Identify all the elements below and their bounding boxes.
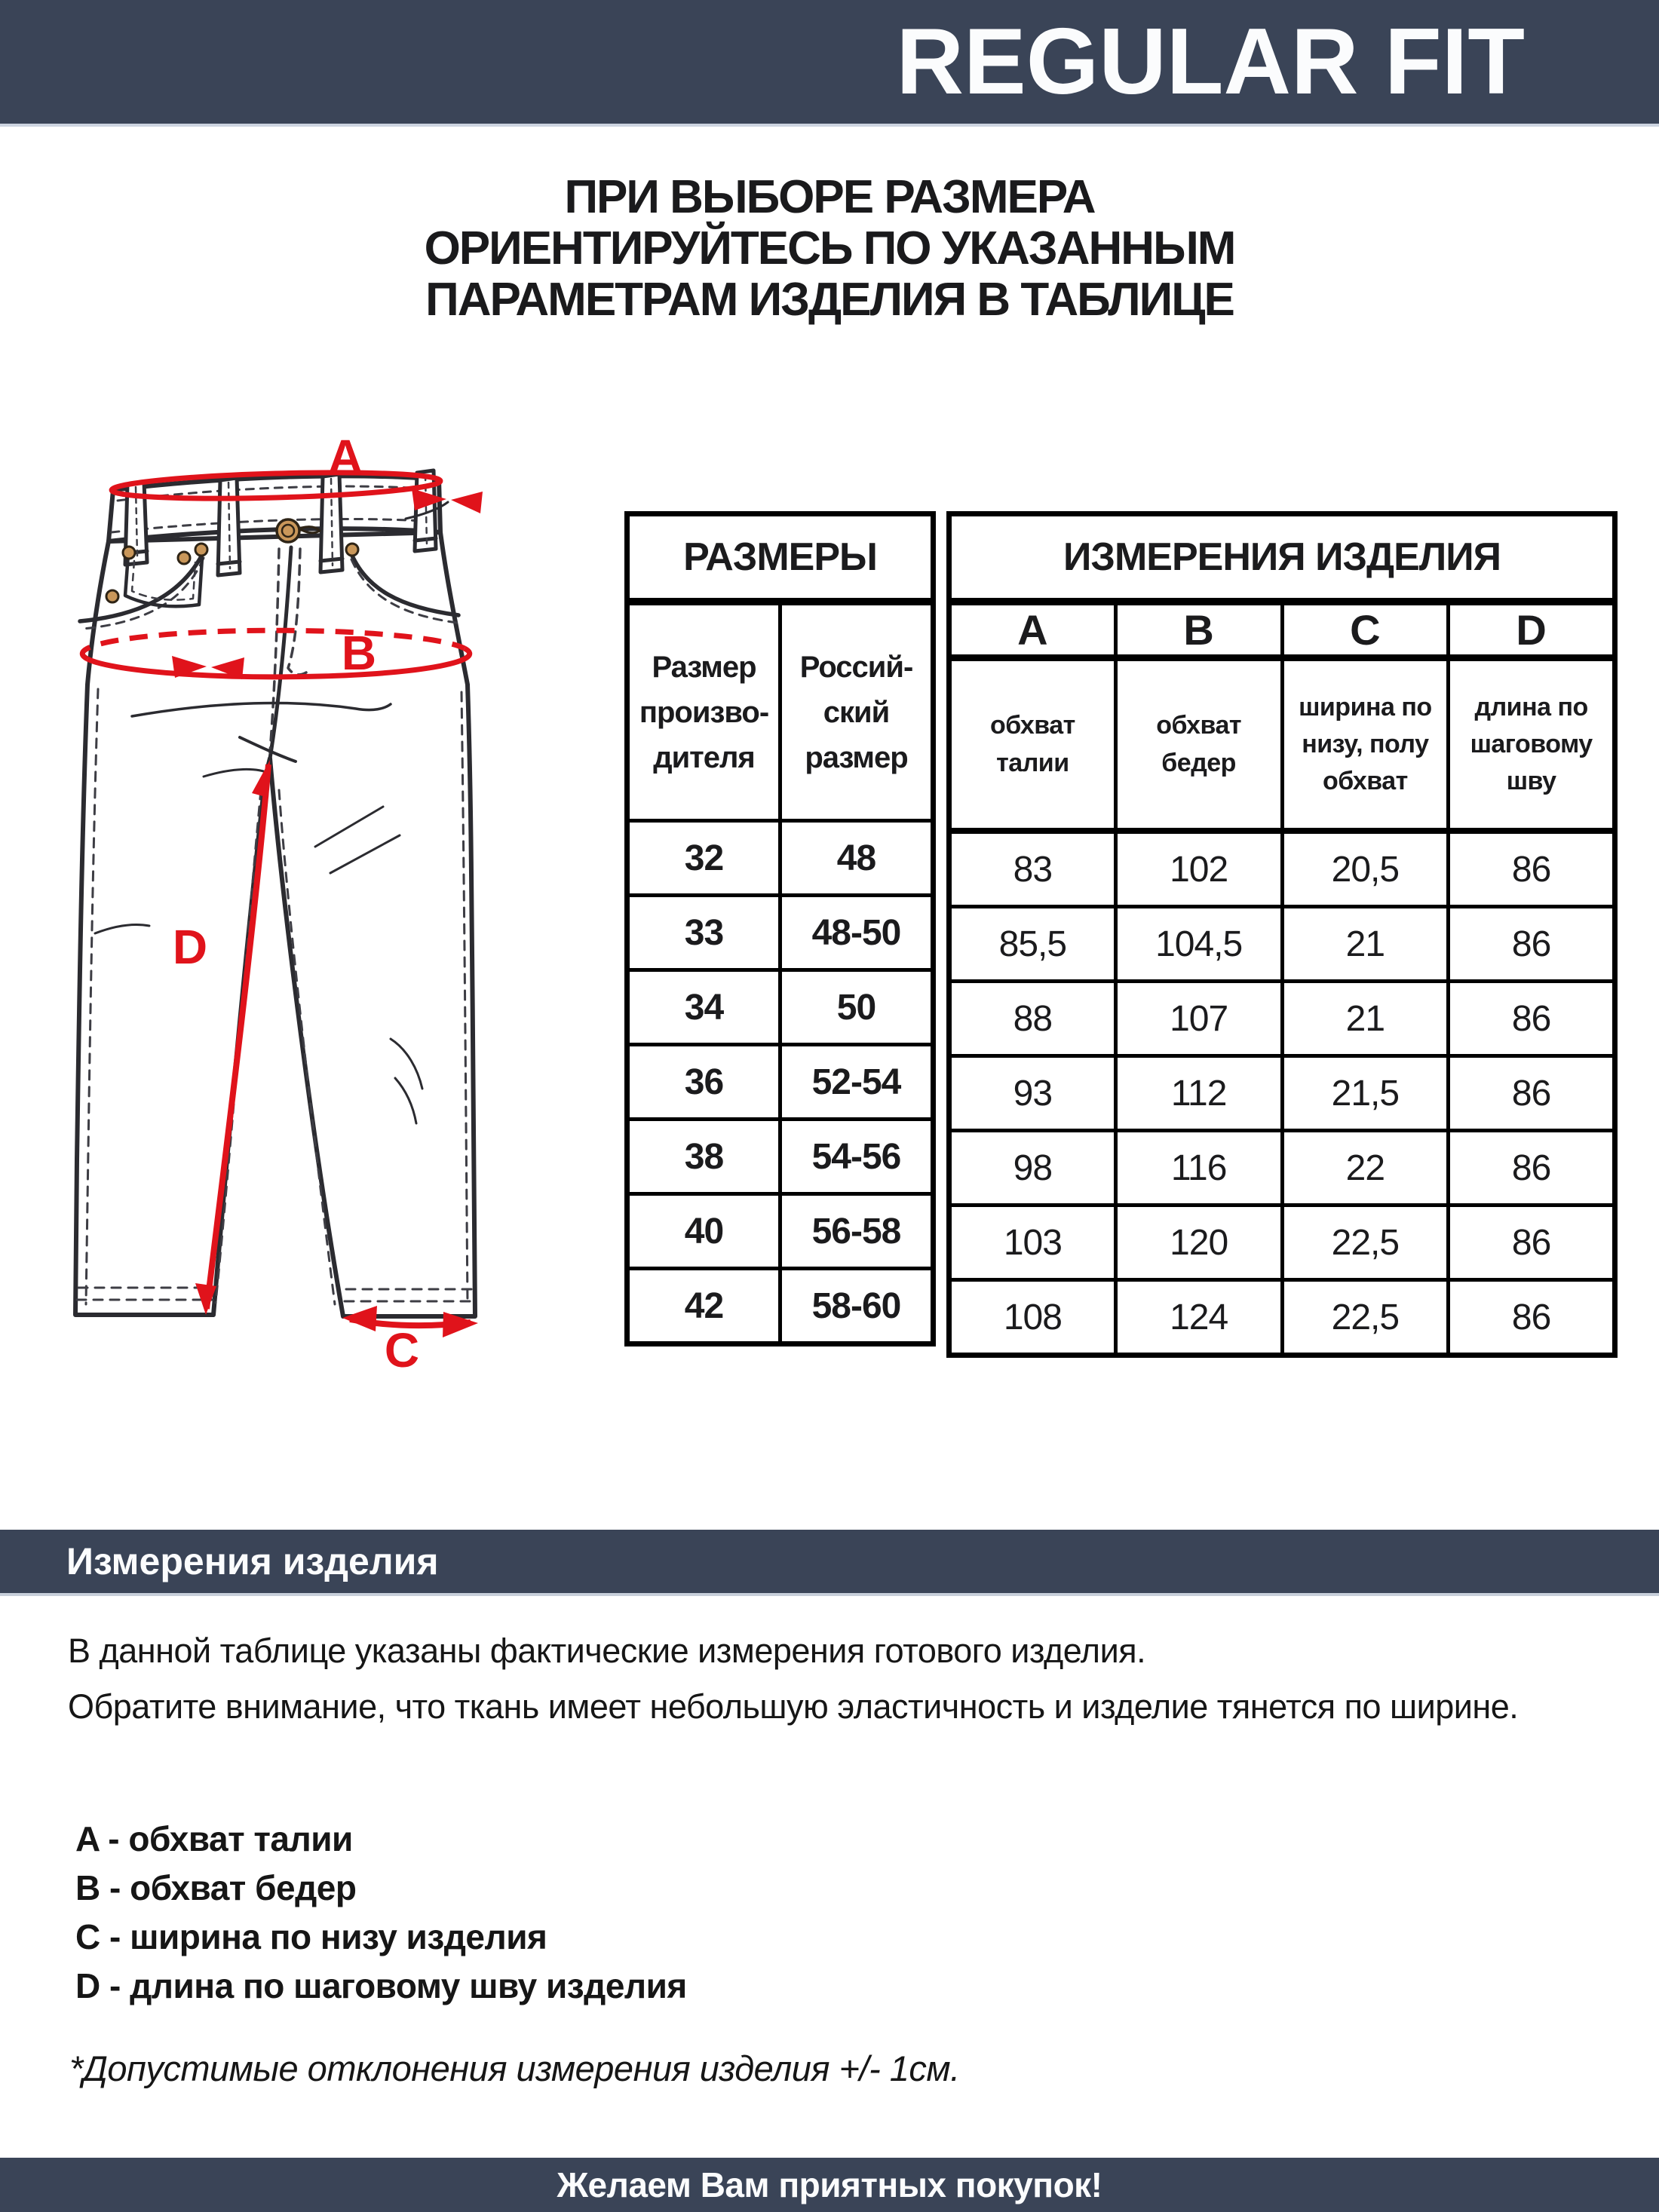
- description-paragraph: В данной таблице указаны фактические измерения готового изделия.: [68, 1631, 1146, 1670]
- label-a-icon: A: [327, 436, 363, 484]
- measure-letter: D: [1449, 602, 1615, 658]
- top-banner: [0, 0, 1659, 127]
- size-table-row: 32 48: [627, 821, 934, 896]
- measure-letter: C: [1282, 602, 1449, 658]
- size-col-header: Размер произво- дителя: [627, 602, 780, 821]
- legend-item: C - ширина по низу изделия: [75, 1916, 547, 1956]
- intro-line: ПРИ ВЫБОРЕ РАЗМЕРА: [564, 171, 1095, 223]
- jeans-button: [277, 519, 299, 542]
- size-table-row: 40 56-58: [627, 1194, 934, 1269]
- measures-body: [949, 831, 1615, 1356]
- measure-col-header: обхват талии: [949, 658, 1116, 832]
- measure-table-row: 108 124 22,5 86: [949, 1280, 1615, 1356]
- size-col-header: Россий- ский размер: [780, 602, 934, 821]
- measure-table-row: 88 107 21 86: [949, 982, 1615, 1056]
- tolerance-note: *Допустимые отклонения измерения изделия +/- 1см.: [69, 2048, 960, 2088]
- legend-item: B - обхват бедер: [75, 1867, 357, 1907]
- measures-table: [946, 511, 1618, 1358]
- measure-table-row: 98 116 22 86: [949, 1131, 1615, 1206]
- measure-letter-row: [949, 602, 1615, 658]
- measurements-section-bar: [0, 1530, 1659, 1596]
- bottom-banner: [0, 2158, 1659, 2212]
- sizes-table-wrap: [624, 511, 936, 1347]
- legend-list: [75, 1814, 687, 2010]
- measurements-description: [68, 1633, 1606, 1725]
- label-c-icon: C: [384, 1323, 420, 1377]
- bottom-banner-message: Желаем Вам приятных покупок!: [557, 2165, 1102, 2204]
- measure-col-header: обхват бедер: [1115, 658, 1282, 832]
- measure-table-row: 103 120 22,5 86: [949, 1206, 1615, 1280]
- measure-col-header: длина по шаговому шву: [1449, 658, 1615, 832]
- measure-table-row: 85,5 104,5 21 86: [949, 907, 1615, 982]
- description-paragraph: Обратите внимание, что ткань имеет небольшую эластичность и изделие тянется по ширине.: [68, 1687, 1519, 1726]
- measure-letter: B: [1115, 602, 1282, 658]
- measures-table-wrap: [946, 511, 1618, 1358]
- sizes-table-title: РАЗМЕРЫ: [627, 514, 934, 602]
- intro-line: ПАРАМЕТРАМ ИЗДЕЛИЯ В ТАБЛИЦЕ: [425, 274, 1234, 326]
- measure-col-header-row: [949, 658, 1615, 832]
- size-col-header-row: [627, 602, 934, 821]
- intro-heading: [0, 172, 1659, 326]
- measure-table-row: 93 112 21,5 86: [949, 1056, 1615, 1131]
- legend-item: D - длина по шаговому шву изделия: [75, 1965, 687, 2005]
- measures-table-title: ИЗМЕРЕНИЯ ИЗДЕЛИЯ: [949, 514, 1615, 602]
- size-table-row: 34 50: [627, 970, 934, 1045]
- measure-table-row: 83 102 20,5 86: [949, 831, 1615, 907]
- measure-col-header: ширина по низу, полу обхват: [1282, 658, 1449, 832]
- label-b-icon: B: [341, 626, 377, 680]
- legend-item: A - обхват талии: [75, 1818, 353, 1858]
- label-d-icon: D: [172, 920, 208, 974]
- waistband: [109, 476, 440, 541]
- intro-line: ОРИЕНТИРУЙТЕСЬ ПО УКАЗАННЫМ: [424, 222, 1235, 274]
- size-table-row: 33 48-50: [627, 896, 934, 970]
- sizes-table: [624, 511, 936, 1347]
- size-table-row: 42 58-60: [627, 1269, 934, 1344]
- measurements-section-title: Измерения изделия: [66, 1540, 439, 1582]
- measure-letter: A: [949, 602, 1116, 658]
- jeans-diagram: [30, 436, 633, 1408]
- size-table-row: 36 52-54: [627, 1045, 934, 1120]
- size-table-row: 38 54-56: [627, 1120, 934, 1194]
- sizes-body: [627, 821, 934, 1344]
- fit-title: REGULAR FIT: [896, 10, 1525, 114]
